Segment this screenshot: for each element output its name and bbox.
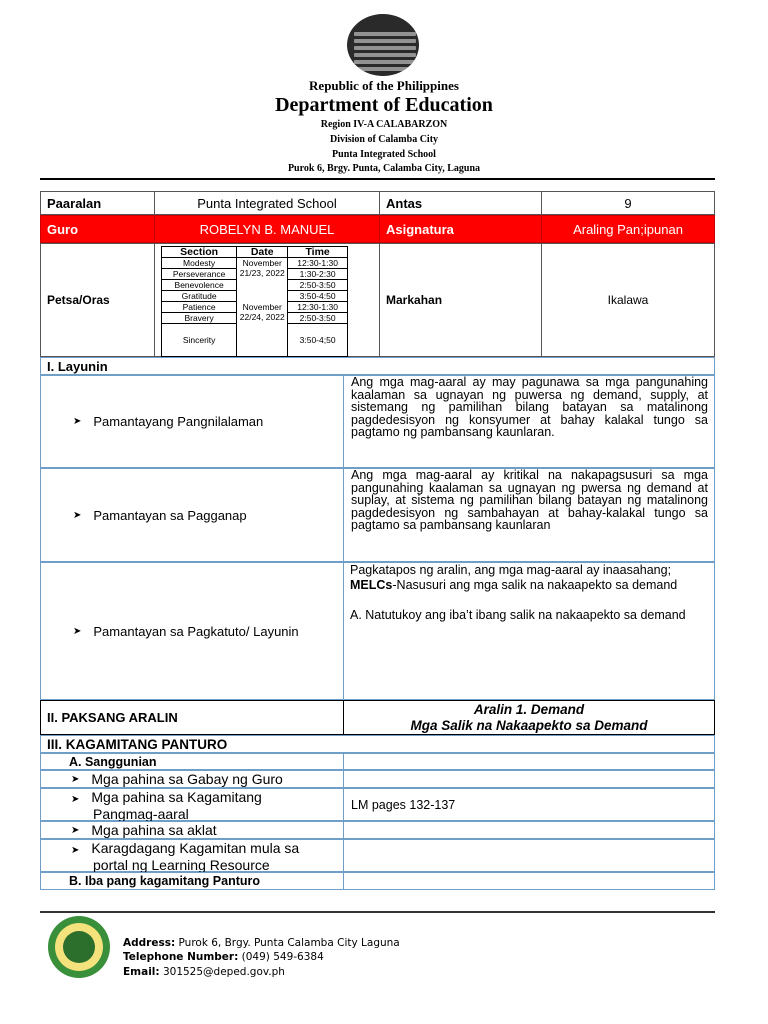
schedule-section: Bravery <box>162 313 237 324</box>
arrow-bullet-icon: ➤ <box>73 625 82 637</box>
aklat-value <box>343 821 715 839</box>
paksa-title-1: Aralin 1. Demand <box>473 702 585 717</box>
schedule-table <box>161 246 348 357</box>
school-heading: Punta Integrated School <box>332 149 436 160</box>
pagkatuto-intro: Pagkatapos ng aralin, ang mga mag-aaral ay inaasahang; <box>350 563 672 577</box>
lm-pages-value: LM pages 132-137 <box>343 788 715 821</box>
guro-label: Guro <box>40 215 155 243</box>
pangnilalaman-text: Ang mga mag-aaral ay may pagunawa sa mga pangunahing kaalaman sa ugnayan ng puwersa ng demand, supply, at sistemang ng pamilihan bilang batayan sa matalinong pagdedesisyon ng konsyumer at bahay kalakal tungo sa pagtamo ng pambansang kaunlaran. <box>343 375 715 468</box>
schedule-date-2: November 22/24, 2022 <box>237 302 288 357</box>
department-heading: Department of Education <box>275 94 493 116</box>
guro-value: ROBELYN B. MANUEL <box>154 215 380 243</box>
schedule-section: Modesty <box>162 258 237 269</box>
paksa-heading: II. PAKSANG ARALIN <box>40 700 344 735</box>
sanggunian-label: A. Sanggunian <box>40 753 344 770</box>
schedule-time: 3:50-4:50 <box>288 291 348 302</box>
schedule-section: Perseverance <box>162 269 237 280</box>
school-logo-top <box>347 14 419 76</box>
gabay-label: ➤ Mga pahina sa Gabay ng Guro <box>40 770 344 788</box>
schedule-header-time: Time <box>288 247 348 258</box>
aklat-label: ➤ Mga pahina sa aklat <box>40 821 344 839</box>
school-seal-logo <box>48 916 110 978</box>
pagganap-label: ➤ Pamantayan sa Pagganap <box>40 468 344 562</box>
region-heading: Region IV-A CALABARZON <box>320 119 448 130</box>
footer-phone: Telephone Number: (049) 549-6384 <box>123 951 324 963</box>
pagkatuto-text <box>343 562 715 700</box>
school-address-heading: Purok 6, Brgy. Punta, Calamba City, Laguna <box>287 163 481 174</box>
footer-divider <box>40 911 715 913</box>
pagganap-text: Ang mga mag-aaral ay kritikal na nakapagsusuri sa mga pangunahing kaalaman sa ugnayan ng pwersa ng demand at suplay, at sistema ng pamilihan bilang batayan ng matalinong pagdedesisyon ng sambahayan at bahay-kalakal tungo sa pagtamo sa pambansang kaunlaran <box>343 468 715 562</box>
sanggunian-value <box>343 753 715 770</box>
markahan-value: Ikalawa <box>541 243 715 357</box>
pangnilalaman-label: ➤ Pamantayang Pangnilalaman <box>40 375 344 468</box>
asignatura-label: Asignatura <box>379 215 542 243</box>
petsa-label: Petsa/Oras <box>40 243 155 357</box>
schedule-section: Gratitude <box>162 291 237 302</box>
paksa-title <box>343 700 715 735</box>
schedule-header-section: Section <box>162 247 237 258</box>
gabay-value <box>343 770 715 788</box>
schedule-time: 1:30-2:30 <box>288 269 348 280</box>
schedule-time: 2:50-3:50 <box>288 313 348 324</box>
footer-email: Email: 301525@deped.gov.ph <box>123 966 285 978</box>
paaralan-label: Paaralan <box>40 191 155 215</box>
schedule-section: Sincerity <box>162 324 237 357</box>
iba-pang-value <box>343 872 715 890</box>
header-divider <box>40 178 715 180</box>
schedule-section: Patience <box>162 302 237 313</box>
schedule-section: Benevolence <box>162 280 237 291</box>
pagkatuto-objective-a: A. Natutukoy ang iba’t ibang salik na nakaapekto sa demand <box>350 608 686 622</box>
arrow-bullet-icon: ➤ <box>71 794 80 805</box>
arrow-bullet-icon: ➤ <box>71 824 80 836</box>
paaralan-value: Punta Integrated School <box>154 191 380 215</box>
division-heading: Division of Calamba City <box>329 134 439 145</box>
markahan-label: Markahan <box>379 243 542 357</box>
arrow-bullet-icon: ➤ <box>71 773 80 785</box>
pagkatuto-melcs: MELCs-Nasusuri ang mga salik na nakaapekto sa demand <box>350 578 678 592</box>
asignatura-value: Araling Pan;ipunan <box>541 215 715 243</box>
karagdagan-value <box>343 839 715 872</box>
schedule-time: 12:30-1:30 <box>288 258 348 269</box>
schedule-header-date: Date <box>237 247 288 258</box>
antas-label: Antas <box>379 191 542 215</box>
arrow-bullet-icon: ➤ <box>73 416 82 427</box>
pagkatuto-label: ➤ Pamantayan sa Pagkatuto/ Layunin <box>40 562 344 700</box>
republic-heading: Republic of the Philippines <box>309 78 459 93</box>
schedule-time: 3:50-4;50 <box>288 324 348 357</box>
kagamitang-label: ➤ Mga pahina sa Kagamitang Pangmag-aaral <box>40 788 344 821</box>
antas-value: 9 <box>541 191 715 215</box>
iba-pang-label: B. Iba pang kagamitang Panturo <box>40 872 344 890</box>
arrow-bullet-icon: ➤ <box>71 845 80 856</box>
paksa-title-2: Mga Salik na Nakaapekto sa Demand <box>410 718 648 733</box>
schedule-date-1: November 21/23, 2022 <box>237 258 288 291</box>
footer-address: Address: Purok 6, Brgy. Punta Calamba City Laguna <box>123 937 400 949</box>
schedule-time: 12:30-1:30 <box>288 302 348 313</box>
arrow-bullet-icon: ➤ <box>73 509 82 521</box>
kagamitan-heading: III. KAGAMITANG PANTURO <box>40 735 715 753</box>
schedule-time: 2:50-3:50 <box>288 280 348 291</box>
layunin-heading: I. Layunin <box>40 357 715 375</box>
karagdagan-label: ➤ Karagdagang Kagamitan mula sa portal ng Learning Resource <box>40 839 344 872</box>
